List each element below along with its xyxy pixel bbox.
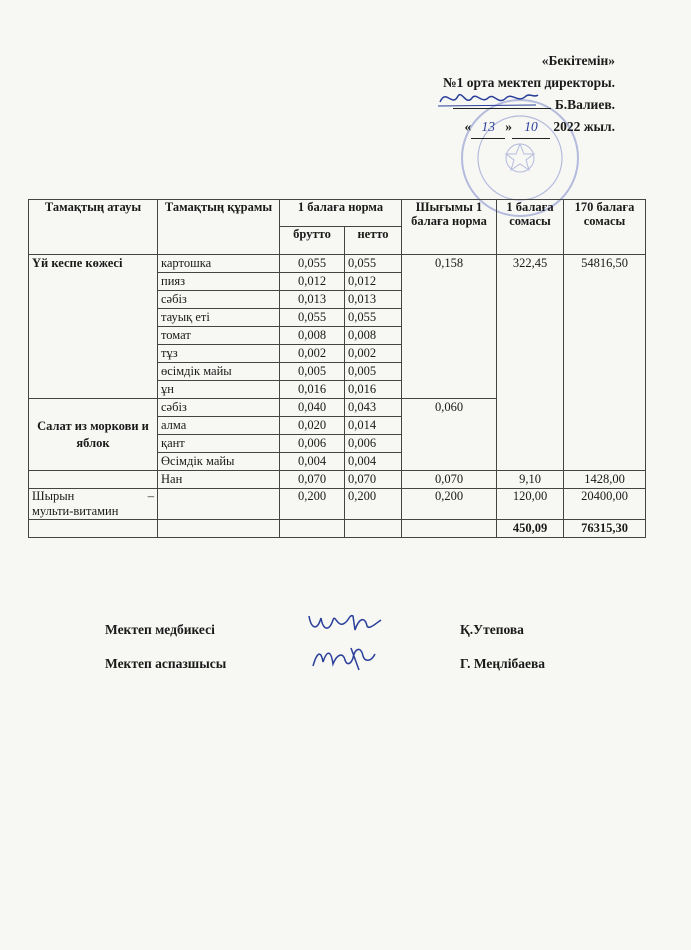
gross-value: 0,008 — [280, 327, 345, 345]
signature-name: Қ.Утепова — [460, 622, 524, 637]
salad-yield: 0,060 — [402, 399, 497, 471]
bread-cost-one: 9,10 — [497, 471, 564, 489]
juice-name — [29, 489, 158, 520]
juice-name-a: Шырын — [32, 489, 75, 503]
gross-value: 0,006 — [280, 435, 345, 453]
net-value: 0,043 — [345, 399, 402, 417]
approval-position: №1 орта мектеп директоры. — [443, 75, 615, 90]
empty-cell — [345, 520, 402, 538]
ingredient: Өсімдік майы — [158, 453, 280, 471]
header-composition: Тамақтың құрамы — [158, 200, 280, 255]
approval-director: Б.Валиев. — [554, 97, 615, 112]
header-gross: брутто — [280, 227, 345, 255]
gross-value: 0,020 — [280, 417, 345, 435]
net-value: 0,008 — [345, 327, 402, 345]
signature-name: Г. Меңлібаева — [460, 656, 546, 671]
header-norm: 1 балаға норма — [280, 200, 402, 227]
gross-value: 0,055 — [280, 255, 345, 273]
juice-cost-one: 120,00 — [497, 489, 564, 520]
net-value: 0,014 — [345, 417, 402, 435]
gross-value: 0,004 — [280, 453, 345, 471]
ingredient: Нан — [158, 471, 280, 489]
soup-cost-one: 322,45 — [497, 255, 564, 471]
bread-cost-170: 1428,00 — [564, 471, 646, 489]
net-value: 0,012 — [345, 273, 402, 291]
table-row — [29, 489, 646, 520]
header-yield: Шығымы 1 балаға норма — [402, 200, 497, 255]
net-value: 0,055 — [345, 255, 402, 273]
net-value: 0,002 — [345, 345, 402, 363]
ingredient: қант — [158, 435, 280, 453]
soup-cost-170: 54816,50 — [564, 255, 646, 471]
gross-value: 0,055 — [280, 309, 345, 327]
table-row — [29, 471, 646, 489]
empty-cell — [29, 520, 158, 538]
soup-name: Үй кеспе көжесі — [29, 255, 158, 399]
empty-cell — [402, 520, 497, 538]
net-value: 0,016 — [345, 381, 402, 399]
header-cost-170: 170 балаға сомасы — [564, 200, 646, 255]
signature-row — [105, 656, 585, 690]
empty-cell — [29, 471, 158, 489]
ingredient: тауық еті — [158, 309, 280, 327]
date-month: 10 — [512, 116, 550, 139]
gross-value: 0,012 — [280, 273, 345, 291]
ingredient: тұз — [158, 345, 280, 363]
ingredient: сәбіз — [158, 291, 280, 309]
ingredient: алма — [158, 417, 280, 435]
gross-value: 0,002 — [280, 345, 345, 363]
date-day: 13 — [471, 116, 505, 139]
empty-cell — [280, 520, 345, 538]
ingredient: картошка — [158, 255, 280, 273]
juice-yield: 0,200 — [402, 489, 497, 520]
gross-value: 0,040 — [280, 399, 345, 417]
menu-table — [28, 199, 646, 538]
ingredient: ұн — [158, 381, 280, 399]
header-net: нетто — [345, 227, 402, 255]
total-cost-170: 76315,30 — [564, 520, 646, 538]
date-quote-close: » — [505, 119, 512, 134]
juice-cost-170: 20400,00 — [564, 489, 646, 520]
signatures — [105, 622, 585, 690]
ingredient: томат — [158, 327, 280, 345]
approval-date — [443, 116, 615, 139]
juice-name-dash: – — [147, 489, 154, 503]
gross-value: 0,016 — [280, 381, 345, 399]
table-row — [29, 255, 646, 273]
nurse-signature — [305, 608, 385, 638]
total-cost-one: 450,09 — [497, 520, 564, 538]
juice-name-b: мульти-витамин — [32, 504, 119, 518]
salad-name: Салат из моркови и яблок — [29, 399, 158, 471]
net-value: 0,070 — [345, 471, 402, 489]
gross-value: 0,070 — [280, 471, 345, 489]
cook-signature — [305, 642, 385, 672]
signature-role: Мектеп медбикесі — [105, 622, 215, 637]
net-value: 0,006 — [345, 435, 402, 453]
soup-yield: 0,158 — [402, 255, 497, 399]
gross-value: 0,013 — [280, 291, 345, 309]
date-year: 2022 жыл. — [553, 119, 615, 134]
net-value: 0,013 — [345, 291, 402, 309]
net-value: 0,004 — [345, 453, 402, 471]
net-value: 0,055 — [345, 309, 402, 327]
net-value: 0,200 — [345, 489, 402, 520]
ingredient: сәбіз — [158, 399, 280, 417]
total-row — [29, 520, 646, 538]
signature-role: Мектеп аспазшысы — [105, 656, 227, 671]
empty-cell — [158, 520, 280, 538]
header-food-name: Тамақтың атауы — [29, 200, 158, 255]
bread-yield: 0,070 — [402, 471, 497, 489]
net-value: 0,005 — [345, 363, 402, 381]
ingredient: пияз — [158, 273, 280, 291]
approval-title: «Бекітемін» — [541, 53, 615, 68]
date-quote-open: « — [464, 119, 472, 134]
header-cost-one: 1 балаға сомасы — [497, 200, 564, 255]
gross-value: 0,200 — [280, 489, 345, 520]
empty-cell — [158, 489, 280, 520]
ingredient: өсімдік майы — [158, 363, 280, 381]
director-signature — [436, 86, 540, 112]
gross-value: 0,005 — [280, 363, 345, 381]
